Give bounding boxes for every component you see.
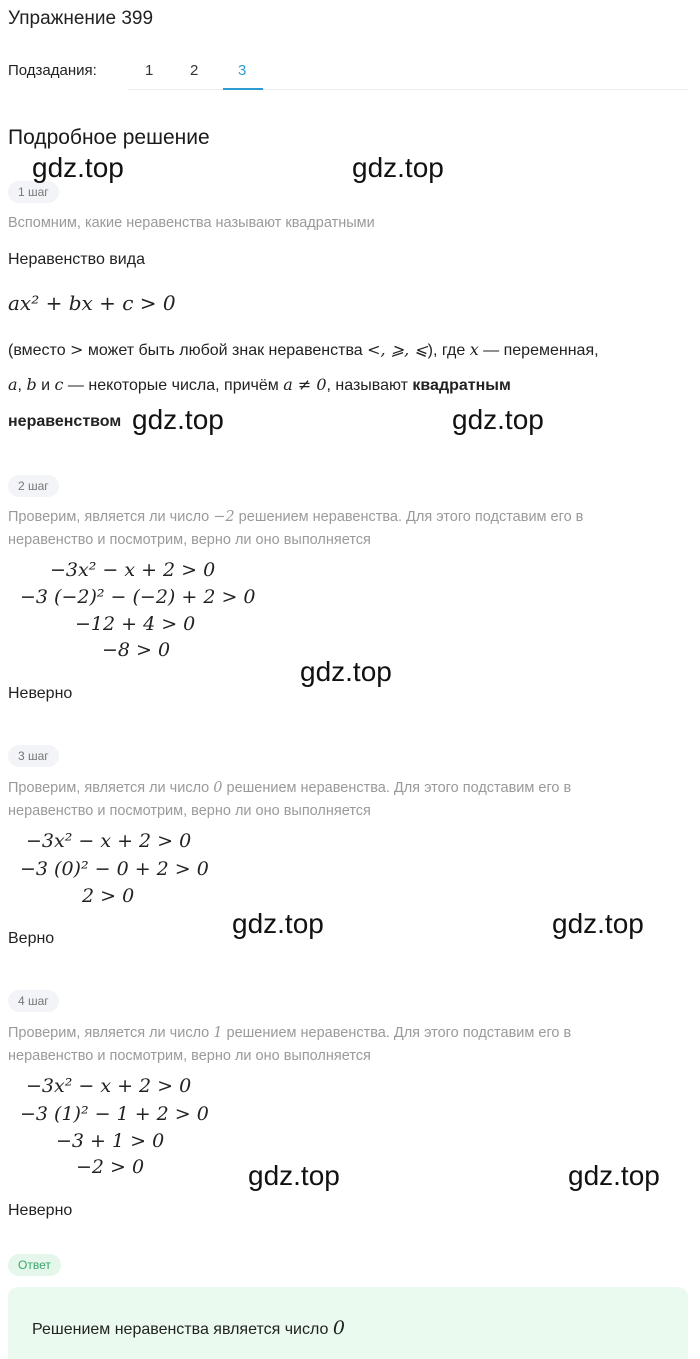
text-fragment: — переменная, xyxy=(478,342,599,359)
step-4-math-row: −2 > 0 xyxy=(76,1156,145,1178)
tabs-divider xyxy=(128,89,688,90)
active-tab-indicator xyxy=(223,88,263,90)
answer-text xyxy=(32,1317,345,1339)
text-fragment: решением неравенства. Для этого подставим его в xyxy=(234,509,584,525)
watermark: gdz.top xyxy=(568,1160,660,1191)
step-2-badge: 2 шаг xyxy=(8,475,59,497)
math-fragment: <, ⩾, ⩽ xyxy=(367,340,428,359)
text-fragment: (вместо xyxy=(8,342,71,359)
text-fragment: ), где xyxy=(427,342,470,359)
step-3-math-row: −3 (0)² − 0 + 2 > 0 xyxy=(20,858,209,880)
watermark: gdz.top xyxy=(452,404,544,435)
text-fragment: Проверим, является ли число xyxy=(8,1025,214,1041)
step-2-math-row: −8 > 0 xyxy=(102,639,171,661)
bold-term: квадратным xyxy=(412,377,511,394)
watermark: gdz.top xyxy=(248,1160,340,1191)
step-3-math-row: 2 > 0 xyxy=(82,885,135,907)
step-1-hint: Вспомним, какие неравенства называют квадратными xyxy=(8,215,375,231)
text-fragment: решением неравенства. Для этого подставим его в xyxy=(222,1025,572,1041)
watermark: gdz.top xyxy=(232,908,324,939)
math-fragment: 0 xyxy=(213,780,223,796)
math-fragment: −2 xyxy=(213,509,235,525)
step-2-hint-line-2: неравенство и посмотрим, верно ли оно выполняется xyxy=(8,532,371,548)
text-fragment: и xyxy=(36,377,55,394)
step-1-definition-line-2 xyxy=(8,373,511,398)
step-2-math-row: −12 + 4 > 0 xyxy=(75,613,196,635)
math-fragment: 1 xyxy=(213,1025,223,1041)
step-4-verdict: Неверно xyxy=(8,1202,73,1219)
tab-subtask-1[interactable]: 1 xyxy=(145,62,154,79)
step-3-hint-line-1 xyxy=(8,777,692,800)
answer-box xyxy=(8,1287,688,1359)
step-3-hint-line-2: неравенство и посмотрим, верно ли оно выполняется xyxy=(8,803,371,819)
text-fragment: решением неравенства. Для этого подставим его в xyxy=(222,780,572,796)
text-fragment: , называют xyxy=(326,377,413,394)
text-fragment: Решением неравенства является число xyxy=(32,1321,333,1338)
step-2-hint-line-1 xyxy=(8,506,692,529)
math-fragment: a ≠ 0 xyxy=(283,375,327,394)
text-fragment: Проверим, является ли число xyxy=(8,509,214,525)
step-4-math-row: −3 + 1 > 0 xyxy=(56,1130,165,1152)
watermark: gdz.top xyxy=(300,656,392,687)
text-fragment: может быть любой знак неравенства xyxy=(83,342,368,359)
page-title: Упражнение 399 xyxy=(8,8,154,29)
watermark: gdz.top xyxy=(552,908,644,939)
watermark: gdz.top xyxy=(32,152,124,183)
tab-subtask-2[interactable]: 2 xyxy=(190,62,199,79)
step-4-hint-line-1 xyxy=(8,1022,692,1045)
step-1-definition-line-3: неравенством xyxy=(8,413,122,430)
step-2-math-row: −3 (−2)² − (−2) + 2 > 0 xyxy=(20,586,256,608)
step-4-hint-line-2: неравенство и посмотрим, верно ли оно выполняется xyxy=(8,1048,371,1064)
text-fragment: — некоторые числа, причём xyxy=(63,377,284,394)
watermark: gdz.top xyxy=(132,404,224,435)
step-4-math-row: −3x² − x + 2 > 0 xyxy=(26,1075,192,1097)
tab-subtask-3[interactable]: 3 xyxy=(238,62,247,79)
step-2-math-row: −3x² − x + 2 > 0 xyxy=(50,559,216,581)
math-fragment: c xyxy=(54,375,64,394)
quadratic-inequality-formula: ax² + bx + c > 0 xyxy=(8,291,176,315)
math-fragment: > xyxy=(70,340,84,359)
answer-badge: Ответ xyxy=(8,1254,61,1276)
step-4-math-row: −3 (1)² − 1 + 2 > 0 xyxy=(20,1103,209,1125)
step-3-math-row: −3x² − x + 2 > 0 xyxy=(26,830,192,852)
solution-heading: Подробное решение xyxy=(8,126,210,149)
step-4-badge: 4 шаг xyxy=(8,990,59,1012)
text-fragment: , xyxy=(17,377,27,394)
step-1-paragraph: Неравенство вида xyxy=(8,251,145,268)
step-3-badge: 3 шаг xyxy=(8,745,59,767)
math-fragment: b xyxy=(26,375,37,394)
step-3-verdict: Верно xyxy=(8,930,55,947)
step-1-badge: 1 шаг xyxy=(8,181,59,203)
subtasks-label: Подзадания: xyxy=(8,62,97,79)
step-2-verdict: Неверно xyxy=(8,685,73,702)
step-1-definition-line-1 xyxy=(8,338,692,363)
math-fragment: x xyxy=(469,340,479,359)
text-fragment: Проверим, является ли число xyxy=(8,780,214,796)
math-fragment: a xyxy=(8,375,18,394)
watermark: gdz.top xyxy=(352,152,444,183)
math-fragment: 0 xyxy=(332,1317,345,1339)
